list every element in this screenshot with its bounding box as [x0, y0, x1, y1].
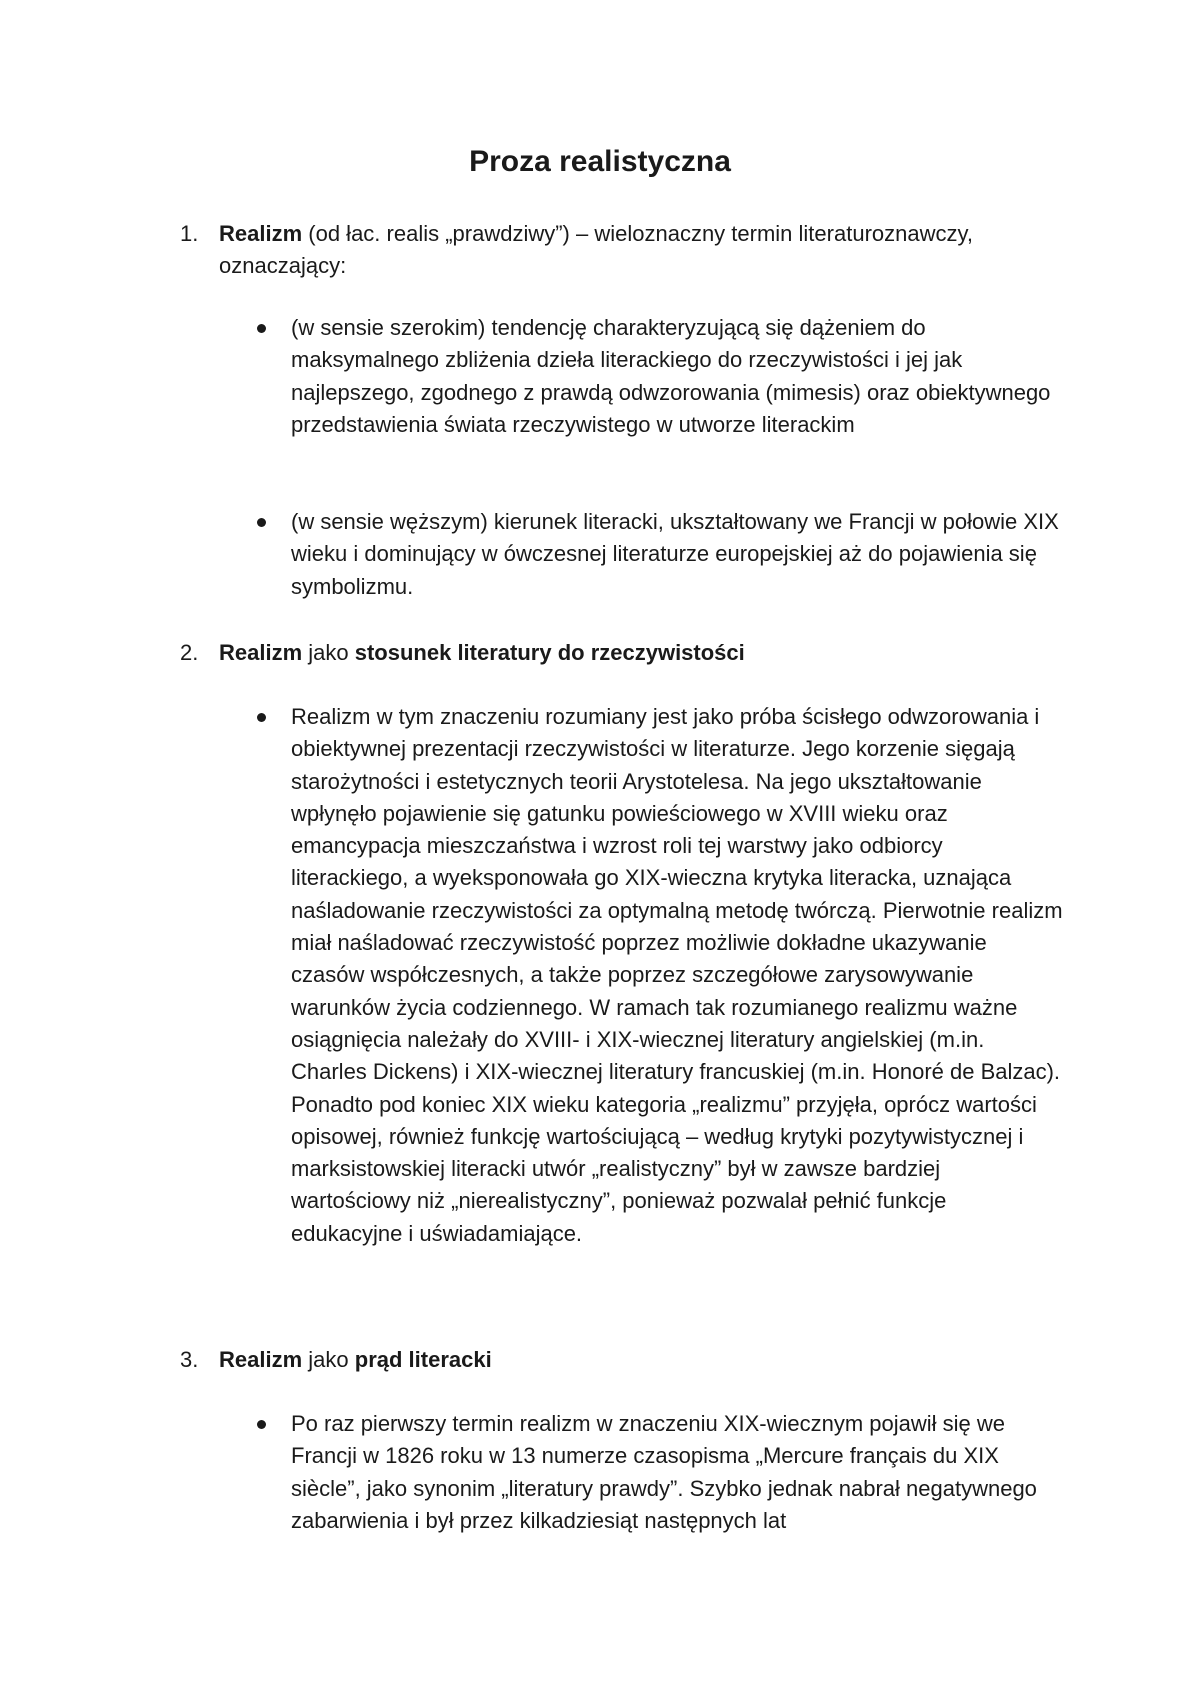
- list-item: [253, 312, 1063, 441]
- bullet-icon: [257, 1420, 266, 1429]
- heading-bold-topic: stosunek literatury do rzeczywistości: [354, 640, 745, 665]
- list-item: [253, 1408, 1063, 1537]
- bullet-icon: [257, 713, 266, 722]
- bullet-icon: [257, 324, 266, 333]
- list-item: [253, 506, 1063, 603]
- bullet-text: (w sensie węższym) kierunek literacki, ukształtowany we Francji w połowie XIX wieku i dominujący w ówczesnej literaturze europejskiej aż do pojawienia się symbolizmu.: [291, 509, 1059, 599]
- section-heading-text: [219, 218, 1080, 282]
- document-title: Proza realistyczna: [469, 145, 731, 178]
- section-heading-text: [219, 1344, 1080, 1376]
- heading-bold-term: Realizm: [219, 640, 303, 665]
- bullet-icon: [257, 518, 266, 527]
- heading-connector: jako: [302, 1347, 355, 1372]
- section-heading-text: [219, 637, 1080, 669]
- list-item: [253, 701, 1063, 1250]
- list-number: 2.: [180, 640, 199, 665]
- section-3-heading: [180, 1344, 1080, 1376]
- bullet-text: Realizm w tym znaczeniu rozumiany jest jako próba ścisłego odwzorowania i obiektywnej prezentacji rzeczywistości w literaturze. Jego korzenie sięgają starożytności i estetycznych teorii Arystotelesa. Na jego ukształtowanie wpłynęło pojawienie się gatunku powieściowego w XVIII wieku oraz emancypacja mieszczaństwa i wzrost roli tej warstwy jako odbiorcy literackiego, a wyeksponowała go XIX-wieczna krytyka literacka, uznająca naśladowanie rzeczywistości za optymalną metodę twórczą. Pierwotnie realizm miał naśladować rzeczywistość poprzez możliwie dokładne ukazywanie czasów współczesnych, a także poprzez szczegółowe zarysowywanie warunków życia codziennego. W ramach tak rozumianego realizmu ważne osiągnięcia należały do XVIII- i XIX-wiecznej literatury angielskiej (m.in. Charles Dickens) i XIX-wiecznej literatury francuskiej (m.in. Honoré de Balzac). Ponadto pod koniec XIX wieku kategoria „realizmu” przyjęła, oprócz wartości opisowej, również funkcję wartościującą – według krytyki pozytywistycznej i marksistowskiej literacki utwór „realistyczny” był w zawsze bardziej wartościowy niż „nierealistyczny”, ponieważ pozwalał pełnić funkcje edukacyjne i uświadamiające.: [291, 704, 1063, 1246]
- list-number: 3.: [180, 1347, 199, 1372]
- heading-bold-term: Realizm: [219, 1347, 303, 1372]
- list-number: 1.: [180, 221, 199, 246]
- bullet-text: (w sensie szerokim) tendencję charakteryzującą się dążeniem do maksymalnego zbliżenia dzieła literackiego do rzeczywistości i jej jak najlepszego, zgodnego z prawdą odwzorowania (mimesis) oraz obiektywnego przedstawienia świata rzeczywistego w utworze literackim: [291, 315, 1051, 437]
- heading-description: (od łac. realis „prawdziwy”) – wieloznaczny termin literaturoznawczy, oznaczający:: [219, 221, 973, 278]
- heading-connector: jako: [302, 640, 355, 665]
- section-1-heading: [180, 218, 1080, 282]
- section-2-heading: [180, 637, 1080, 669]
- heading-bold-topic: prąd literacki: [354, 1347, 492, 1372]
- bullet-text: Po raz pierwszy termin realizm w znaczeniu XIX-wiecznym pojawił się we Francji w 1826 roku w 13 numerze czasopisma „Mercure français du XIX siècle”, jako synonim „literatury prawdy”. Szybko jednak nabrał negatywnego zabarwienia i był przez kilkadziesiąt następnych lat: [291, 1411, 1037, 1533]
- heading-bold-term: Realizm: [219, 221, 303, 246]
